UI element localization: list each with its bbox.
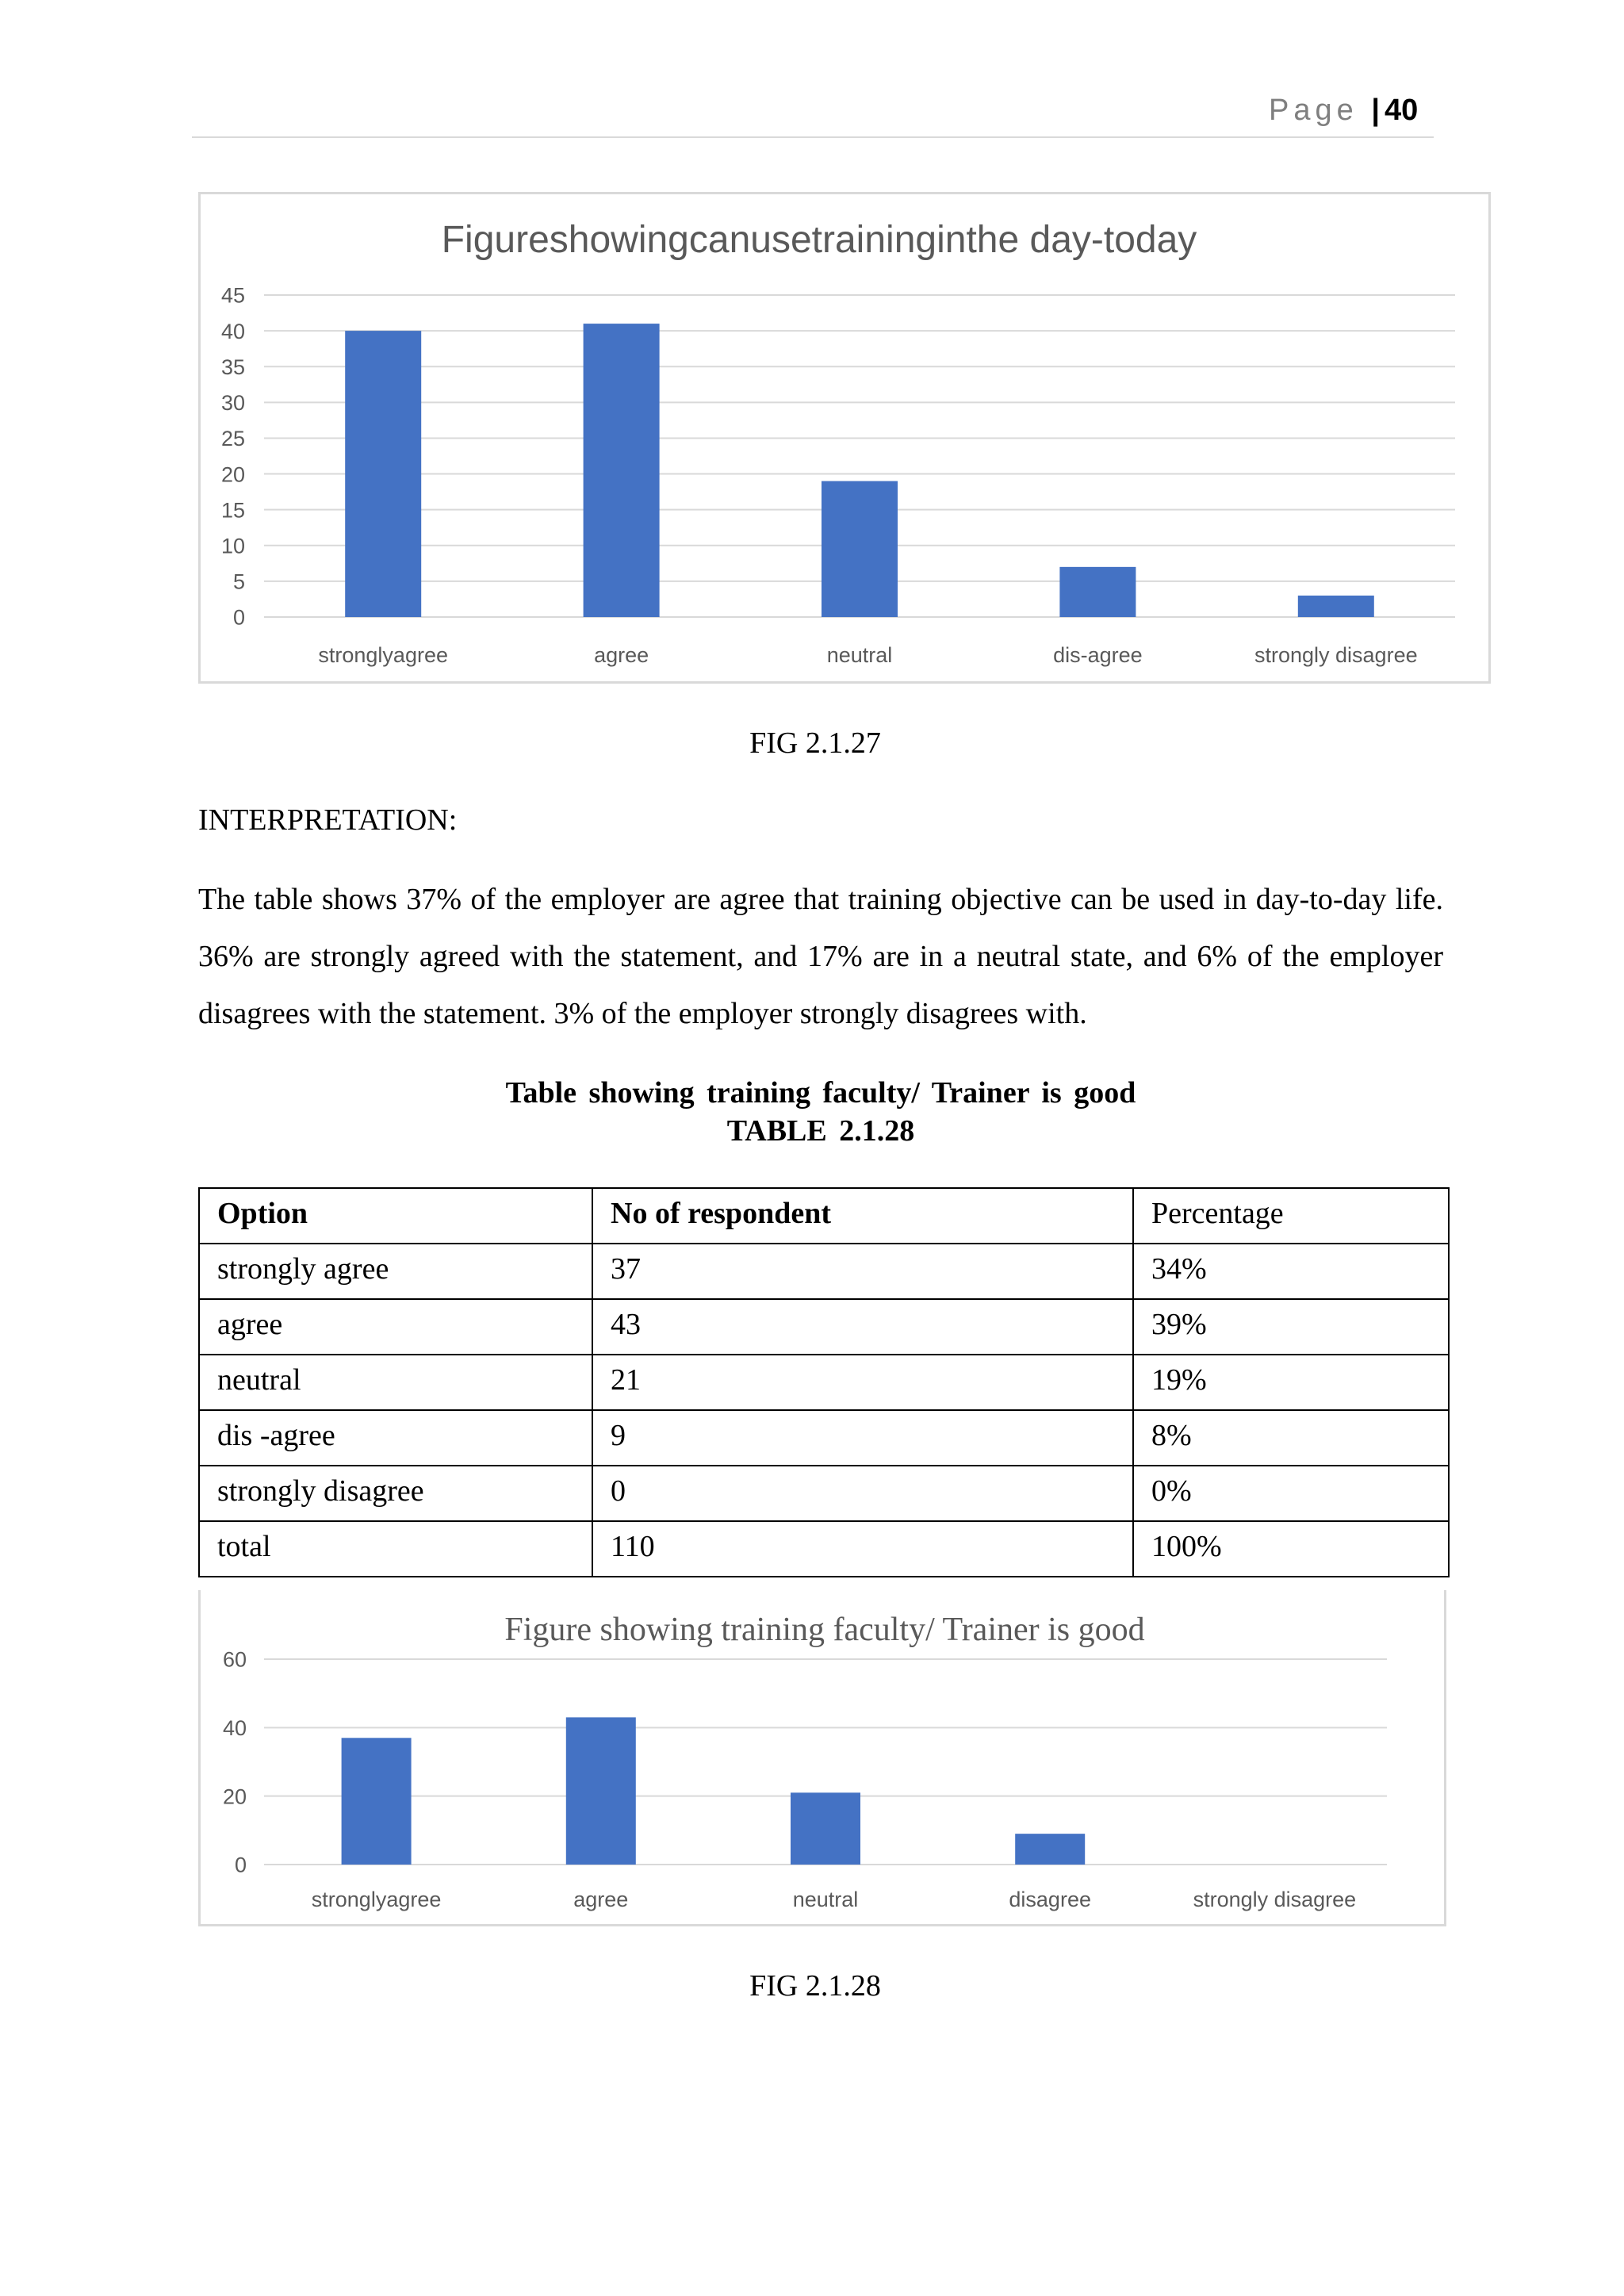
table-header-cell: No of respondent	[592, 1188, 1133, 1244]
y-tick-label: 40	[220, 319, 245, 343]
bar-dis-agree	[1059, 567, 1136, 617]
table-cell: agree	[199, 1299, 592, 1355]
table-title	[198, 1074, 1443, 1150]
bar-disagree	[1015, 1834, 1085, 1865]
x-category-label: strongly disagree	[1254, 643, 1418, 667]
x-category-label: stronglyagree	[318, 643, 449, 667]
y-tick-label: 60	[222, 1647, 247, 1672]
chart-1-frame	[198, 192, 1491, 684]
table-cell: 8%	[1133, 1410, 1449, 1466]
bar-stronglyagree	[345, 331, 421, 617]
x-category-label: neutral	[826, 643, 893, 667]
y-tick-label: 10	[220, 534, 245, 558]
page-separator: |	[1371, 94, 1380, 127]
bar-stronglyagree	[342, 1738, 412, 1865]
y-tick-label: 45	[220, 283, 245, 308]
table-cell: 19%	[1133, 1355, 1449, 1410]
table-cell: 110	[592, 1521, 1133, 1577]
table-cell: 100%	[1133, 1521, 1449, 1577]
table-cell: neutral	[199, 1355, 592, 1410]
table-row	[199, 1299, 1449, 1355]
y-tick-label: 40	[222, 1716, 247, 1741]
y-tick-label: 25	[220, 427, 245, 451]
header-divider	[192, 136, 1434, 138]
bar-neutral	[791, 1792, 860, 1865]
table-cell: 43	[592, 1299, 1133, 1355]
x-category-label: agree	[594, 643, 649, 667]
table-cell: 9	[592, 1410, 1133, 1466]
bar-strongly-disagree	[1298, 596, 1374, 617]
chart-1-plot	[201, 194, 1488, 681]
figure-2-caption: FIG 2.1.28	[749, 1969, 881, 2003]
table-cell: 39%	[1133, 1299, 1449, 1355]
x-category-label: strongly disagree	[1193, 1888, 1357, 1911]
table-row	[199, 1521, 1449, 1577]
interpretation-paragraph: The table shows 37% of the employer are agree that training objective can be used in day-to-day life. 36% are strongly agreed with the statement, and 17% are in a neutral state, and 6% of the employer disagrees with the statement. 3% of the employer strongly disagrees with.	[198, 883, 1443, 1030]
x-category-label: stronglyagree	[311, 1888, 442, 1911]
y-tick-label: 0	[234, 1853, 247, 1877]
table-title-line-2: TABLE 2.1.28	[726, 1114, 915, 1148]
y-tick-label: 5	[232, 569, 245, 594]
table-cell: strongly disagree	[199, 1466, 592, 1521]
page-header	[1269, 94, 1418, 128]
table-cell: 0	[592, 1466, 1133, 1521]
table-row	[199, 1466, 1449, 1521]
y-tick-label: 30	[220, 391, 245, 416]
y-tick-label: 20	[222, 1784, 247, 1809]
table-row	[199, 1355, 1449, 1410]
bar-neutral	[822, 481, 898, 617]
page-label: Page	[1269, 94, 1358, 127]
x-category-label: disagree	[1009, 1888, 1091, 1911]
table-cell: dis -agree	[199, 1410, 592, 1466]
page-number: 40	[1384, 94, 1419, 127]
data-table	[198, 1187, 1450, 1577]
bar-agree	[566, 1717, 636, 1865]
chart-2-frame	[198, 1590, 1446, 1926]
table-cell: 21	[592, 1355, 1133, 1410]
table-header-cell: Percentage	[1133, 1188, 1449, 1244]
table-header-row	[199, 1188, 1449, 1244]
table-row	[199, 1244, 1449, 1299]
y-tick-label: 15	[220, 498, 245, 523]
table-header-cell: Option	[199, 1188, 592, 1244]
interpretation-heading: INTERPRETATION:	[198, 803, 458, 837]
table-cell: 37	[592, 1244, 1133, 1299]
chart-2-plot	[201, 1590, 1444, 1922]
y-tick-label: 0	[232, 605, 245, 630]
table-cell: strongly agree	[199, 1244, 592, 1299]
table-row	[199, 1410, 1449, 1466]
table-cell: total	[199, 1521, 592, 1577]
chart-2-title: Figure showing training faculty/ Trainer is good	[504, 1612, 1145, 1648]
table-cell: 34%	[1133, 1244, 1449, 1299]
x-category-label: dis-agree	[1053, 643, 1143, 667]
bar-agree	[584, 324, 660, 617]
x-category-label: agree	[573, 1888, 629, 1911]
figure-1-caption: FIG 2.1.27	[749, 726, 881, 760]
table-title-line-1: Table showing training faculty/ Trainer is good	[505, 1076, 1136, 1110]
x-category-label: neutral	[792, 1888, 859, 1911]
table-cell: 0%	[1133, 1466, 1449, 1521]
chart-1-title: Figureshowingcanusetraininginthe day-today	[441, 219, 1197, 261]
y-tick-label: 35	[220, 355, 245, 379]
y-tick-label: 20	[220, 462, 245, 487]
